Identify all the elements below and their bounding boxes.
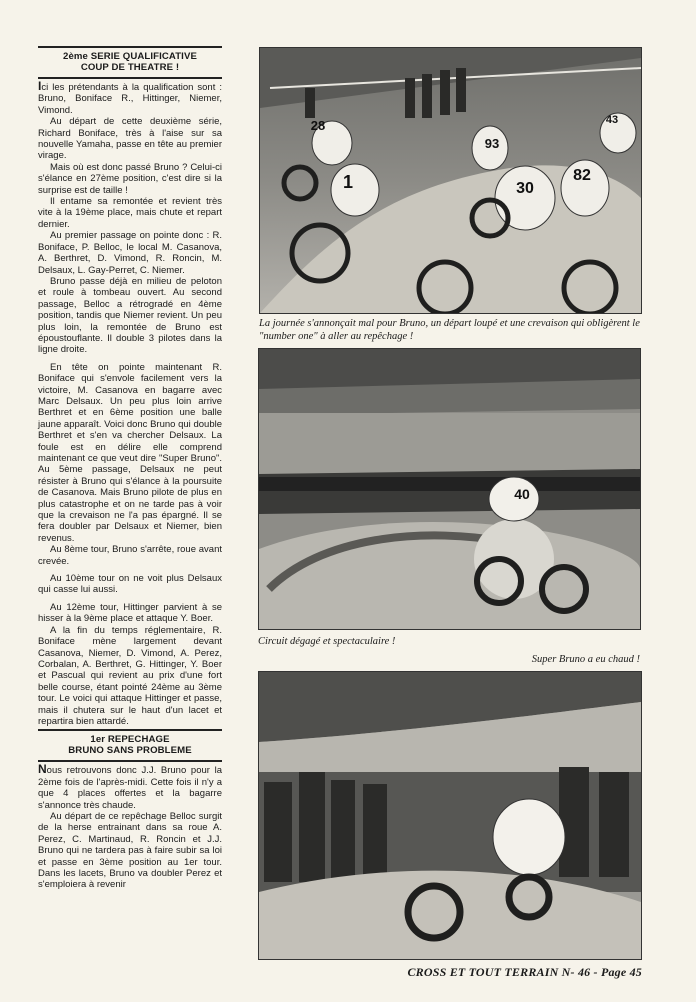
plate-number: 40 [514, 486, 530, 502]
heading-line: COUP DE THEATRE ! [80, 62, 180, 73]
heading-line: 2ème SERIE QUALIFICATIVE [63, 51, 197, 62]
article-paragraph: Au 8ème tour, Bruno s'arrête, roue avant crevée. [38, 544, 222, 567]
photo-riders-cornering [259, 47, 642, 314]
plate-number: 93 [484, 136, 500, 151]
page-footer: CROSS ET TOUT TERRAIN N- 46 - Page 45 [407, 965, 642, 979]
article-paragraph: Il entame sa remontée et revient très vite à la 19ème place, mais chute et repart dernier. [38, 196, 222, 230]
section-heading-repechage [38, 731, 222, 760]
article-paragraph: En tête on pointe maintenant R. Boniface qui s'envole facilement vers la victoire, M. Casanova en bagarre avec Marc Delsaux. Un peu plus loin arrive Berthret et en 6ème position une balle jaune apparaît. Voici donc Bruno qui double Berthret et s'en va chercher Delsaux. La foule est en délire elle comprend maintenant ce que veut dire "Super Bruno". Au 5ème passage, Delsaux ne peut résister à Bruno qui s'élance à la poursuite de Casanova. Mais Bruno pilote de plus en plus catastrophe et on ne tarde pas à voir que la crevaison ne l'a pas épargné. Il se fera doubler par Delsaux et Niemer, bien revenus. [38, 361, 222, 544]
article-paragraph: Ici les prétendants à la qualification sont : Bruno, Boniface R., Hittinger, Niemer, Vimond. [38, 79, 222, 116]
photo-caption: Super Bruno a eu chaud ! [531, 654, 640, 665]
article-paragraph: Nous retrouvons donc J.J. Bruno pour la 2ème fois de l'après-midi. Cette fois il n'y a que 4 places offertes et la bagarre s'annonce très chaude. [38, 762, 222, 811]
article-paragraph: Bruno passe déjà en milieu de peloton et roule à tombeau ouvert. Au second passage, Belloc a rétrogradé en 4ème position, tandis que Niemer revient. Un peu plus loin, la remontée de Bruno est époustouflante. Il double 3 pilotes dans la ligne droite. [38, 275, 222, 356]
plate-number: 30 [516, 180, 534, 197]
article-paragraph: Au départ de ce repêchage Belloc surgit de la herse entrainant dans sa roue A. Perez, C. Martinaud, R. Roncin et J.J. Bruno qui ne tardera pas à faire subir sa loi et passe en 3ème position au 1er tour. Dans les lacets, Bruno va doubler Perez et s'emploiera à revenir [38, 810, 222, 891]
photo-circuit-landscape [258, 348, 641, 630]
plate-number: 43 [605, 114, 619, 126]
photo-caption: Circuit dégagé et spectaculaire ! [258, 636, 396, 647]
heading-line: BRUNO SANS PROBLEME [68, 745, 192, 757]
article-paragraph: Mais où est donc passé Bruno ? Celui-ci s'élance en 27ème position, c'est dire si la surprise est de taille ! [38, 161, 222, 196]
article-paragraph: Au premier passage on pointe donc : R. Boniface, P. Belloc, le local M. Casanova, A. Berthret, D. Vimond, R. Roncin, M. Delsaux, L. Gay-Perret, C. Niemer. [38, 230, 222, 276]
photo-caption: La journée s'annonçait mal pour Bruno, un départ loupé et une crevaison qui obligèrent le "number one" à aller au repêchage ! [259, 318, 640, 342]
photo-rider-crowd [258, 671, 642, 960]
heading-line: 1er REPECHAGE [90, 734, 170, 746]
plate-number: 28 [310, 118, 326, 133]
article-paragraph: Au 10ème tour on ne voit plus Delsaux qui casse lui aussi. [38, 573, 222, 596]
plate-number: 82 [573, 167, 591, 184]
article-column [38, 46, 222, 891]
article-paragraph: Au départ de cette deuxième série, Richard Boniface, très à l'aise sur sa nouvelle Yamaha, passe en tête au premier virage. [38, 116, 222, 162]
article-paragraph: Au 12ème tour, Hittinger parvient à se hisser à la 9ème place et attaque Y. Boer. [38, 601, 222, 625]
plate-number: 1 [342, 172, 354, 192]
section-heading-qualifying [38, 48, 222, 77]
article-paragraph: A la fin du temps réglementaire, R. Boniface mène largement devant Casanova, Niemer, D. Vimond, A. Perez, Corbalan, A. Berthret, G. Hittinger, Y. Boer et Pascual qui revient au prix d'une fort belle course, étant pointé 24ème au 3ème tour. Le voici qui attaque Hittinger et passe, mais il chutera sur le haut d'un lacet et repartira bien attardé. [38, 624, 222, 727]
